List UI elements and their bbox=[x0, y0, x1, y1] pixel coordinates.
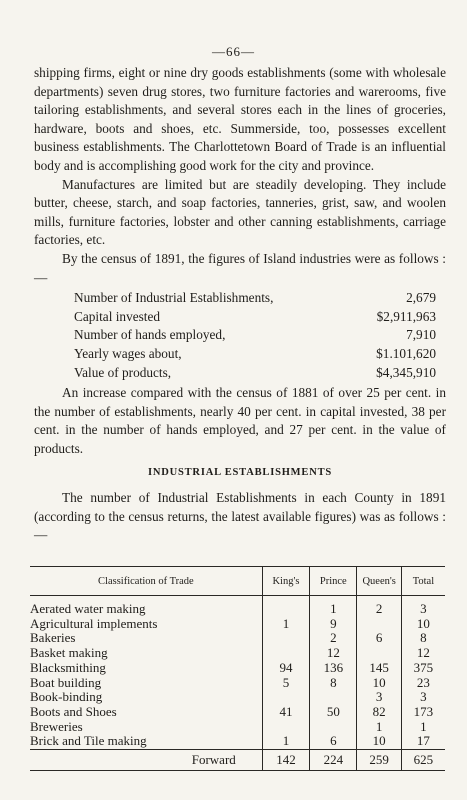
column-header: King's bbox=[262, 567, 309, 596]
kings-cell: 41 bbox=[262, 705, 309, 720]
stat-value: $1.101,620 bbox=[376, 345, 436, 361]
table-row bbox=[30, 617, 445, 632]
stat-value: 2,679 bbox=[406, 290, 436, 306]
page-body bbox=[34, 64, 446, 545]
page-number: —66— bbox=[212, 44, 255, 59]
stat-row bbox=[34, 345, 446, 364]
prince-cell: 2 bbox=[310, 631, 357, 646]
forward-label: Forward bbox=[30, 750, 262, 771]
prince-cell: 50 bbox=[310, 705, 357, 720]
queens-cell bbox=[357, 617, 401, 632]
queens-cell: 10 bbox=[357, 734, 401, 749]
kings-cell: 1 bbox=[262, 734, 309, 749]
total-cell: 10 bbox=[401, 617, 445, 632]
kings-cell: 5 bbox=[262, 676, 309, 691]
table-row bbox=[30, 631, 445, 646]
total-cell: 3 bbox=[401, 602, 445, 617]
paragraph-continued: shipping firms, eight or nine dry goods establishments (some with wholesale departments) seven drug stores, two furniture factories and warerooms, five tailoring establishments, and several stores each in the lines of groceries, hardware, boots and shoes, etc. Summerside, too, possesses excellent business establishments. The Charlottetown Board of Trade is an influential body and is accomplishing good work for the city and province. bbox=[34, 65, 446, 173]
queens-cell: 3 bbox=[357, 690, 401, 705]
total-cell: 17 bbox=[401, 734, 445, 749]
paragraph-intro: The number of Industrial Establishments in each County in 1891 (according to the census returns, the latest available figures) was as follows :— bbox=[34, 490, 446, 543]
column-header: Queen's bbox=[357, 567, 401, 596]
trade-cell: Aerated water making bbox=[30, 601, 146, 616]
queens-cell: 10 bbox=[357, 676, 401, 691]
trade-cell: Book-binding bbox=[30, 689, 103, 705]
total-forward: 625 bbox=[401, 750, 445, 771]
prince-cell: 8 bbox=[310, 676, 357, 691]
prince-cell: 9 bbox=[310, 617, 357, 632]
prince-forward: 224 bbox=[310, 750, 357, 771]
table-row bbox=[30, 720, 445, 735]
table-row bbox=[30, 676, 445, 691]
kings-cell: 1 bbox=[262, 617, 309, 632]
total-cell: 12 bbox=[401, 646, 445, 661]
queens-forward: 259 bbox=[357, 750, 401, 771]
prince-cell: 1 bbox=[310, 602, 357, 617]
stat-label: Value of products, bbox=[74, 364, 172, 380]
stat-label: Capital invested bbox=[74, 308, 161, 324]
trade-cell: Boat building bbox=[30, 674, 102, 690]
paragraph-census: By the census of 1891, the figures of Island industries were as follows :— bbox=[34, 250, 446, 285]
table-row bbox=[30, 646, 445, 661]
trade-cell: Basket making bbox=[30, 645, 108, 661]
kings-cell bbox=[262, 646, 309, 661]
trade-cell: Bakeries bbox=[30, 630, 76, 646]
kings-cell: 94 bbox=[262, 661, 309, 676]
column-header: Prince bbox=[310, 567, 357, 596]
kings-cell bbox=[262, 690, 309, 705]
kings-forward: 142 bbox=[262, 750, 309, 771]
total-cell: 23 bbox=[401, 676, 445, 691]
trade-cell: Breweries bbox=[30, 718, 83, 734]
table-header-row bbox=[30, 567, 445, 596]
table-row bbox=[30, 705, 445, 720]
kings-cell bbox=[262, 631, 309, 646]
industries-table bbox=[30, 566, 445, 771]
table-row bbox=[30, 661, 445, 676]
stat-row bbox=[34, 308, 446, 327]
stat-label: Yearly wages about, bbox=[74, 345, 182, 361]
paragraph-manufactures: Manufactures are limited but are steadily developing. They include butter, cheese, starch, and soap factories, tanneries, grist, saw, and woolen mills, furniture factories, lobster and other canning establishments, carriage factories, etc. bbox=[34, 176, 446, 248]
total-cell: 1 bbox=[401, 720, 445, 735]
stat-row bbox=[34, 289, 446, 308]
stat-row bbox=[34, 364, 446, 383]
prince-cell: 136 bbox=[310, 661, 357, 676]
column-header: Classification of Trade bbox=[30, 567, 262, 596]
prince-cell: 6 bbox=[310, 734, 357, 749]
table-row bbox=[30, 734, 445, 749]
queens-cell: 145 bbox=[357, 661, 401, 676]
paragraph-increase: An increase compared with the census of 1881 of over 25 per cent. in the number of establishments, nearly 40 per cent. in capital invested, 38 per cent. in the number of hands employed, and 27 per cent. in the value of products. bbox=[34, 385, 446, 456]
stat-value: $4,345,910 bbox=[376, 364, 436, 380]
trade-cell: Boots and Shoes bbox=[30, 703, 117, 719]
prince-cell bbox=[310, 720, 357, 735]
prince-cell: 12 bbox=[310, 646, 357, 661]
trade-cell: Brick and Tile making bbox=[30, 733, 147, 749]
queens-cell: 6 bbox=[357, 631, 401, 646]
stat-value: 7,910 bbox=[406, 327, 436, 343]
queens-cell: 2 bbox=[357, 602, 401, 617]
total-cell: 8 bbox=[401, 631, 445, 646]
trade-cell: Blacksmithing bbox=[30, 659, 106, 675]
queens-cell: 82 bbox=[357, 705, 401, 720]
section-heading: INDUSTRIAL ESTABLISHMENTS bbox=[147, 467, 333, 479]
total-cell: 375 bbox=[401, 661, 445, 676]
census-figures bbox=[34, 289, 446, 382]
forward-row bbox=[30, 750, 445, 771]
column-header: Total bbox=[401, 567, 445, 596]
prince-cell bbox=[310, 690, 357, 705]
queens-cell bbox=[357, 646, 401, 661]
total-cell: 3 bbox=[401, 690, 445, 705]
kings-cell bbox=[262, 602, 309, 617]
trade-cell: Agricultural implements bbox=[30, 615, 158, 631]
queens-cell: 1 bbox=[357, 720, 401, 735]
table-row bbox=[30, 690, 445, 705]
stat-label: Number of Industrial Establishments, bbox=[74, 290, 274, 306]
stat-value: $2,911,963 bbox=[376, 308, 436, 324]
stat-label: Number of hands employed, bbox=[74, 327, 226, 343]
stat-row bbox=[34, 326, 446, 345]
total-cell: 173 bbox=[401, 705, 445, 720]
kings-cell bbox=[262, 720, 309, 735]
table-row bbox=[30, 602, 445, 617]
